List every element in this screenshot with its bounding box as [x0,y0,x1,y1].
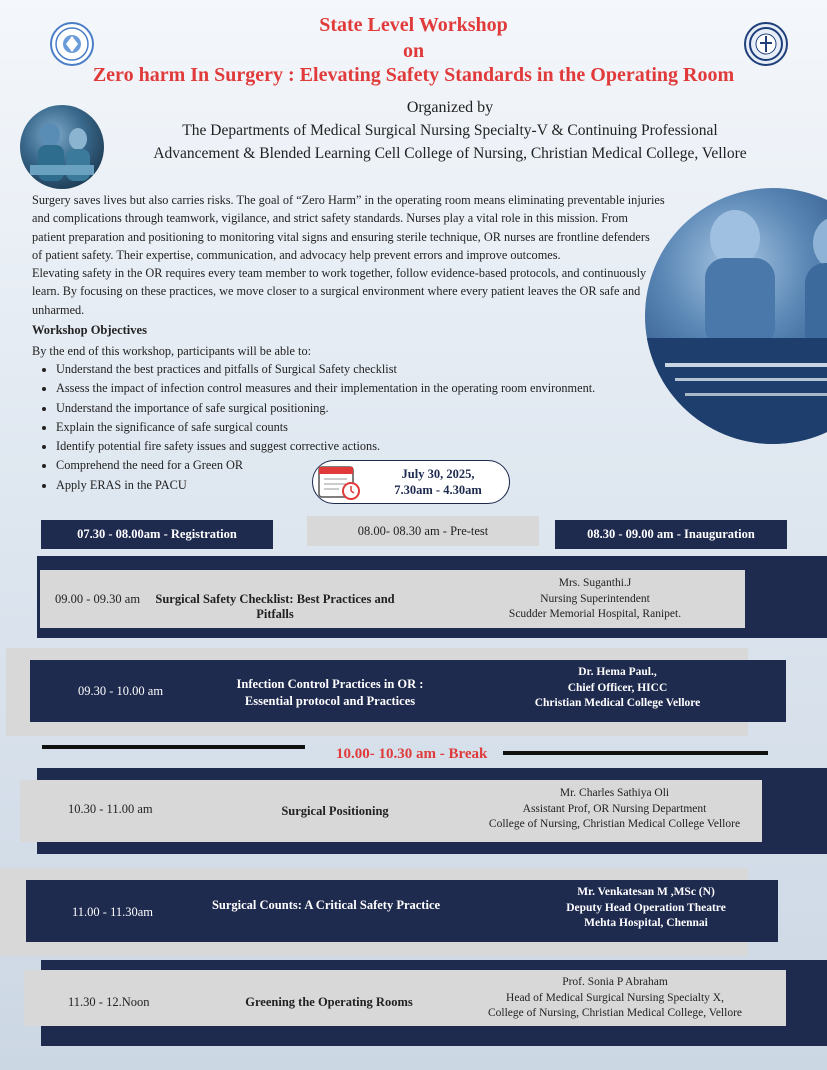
session-1-card [40,570,745,628]
session-2-topic: Infection Control Practices in OR : Essential protocol and Practices [236,677,424,708]
session-4-time: 11.00 - 11.30am [72,905,154,919]
session-5-card [24,970,786,1026]
objective-item: • Understand the best practices and pitfalls of Surgical Safety checklist [56,360,672,379]
break-divider-left [42,745,305,749]
workshop-title: State Level Workshop [319,14,508,36]
organizer-line-2: Advancement & Blended Learning Cell College of Nursing, Christian Medical College, Vellore [153,145,747,162]
session-1-topic: Surgical Safety Checklist: Best Practices and Pitfalls [155,592,395,621]
session-3-speaker: Mr. Charles Sathiya Oli Assistant Prof, OR Nursing Department College of Nursing, Christian Medical College Vellore [488,787,741,830]
inauguration-bar: 08.30 - 09.00 am - Inauguration [555,520,787,549]
objective-item: • Assess the impact of infection control measures and their implementation in the operating room environment. [56,379,672,398]
session-5-time: 11.30 - 12.Noon [68,995,150,1009]
objectives-title: Workshop Objectives [32,323,147,337]
session-1-speaker: Mrs. Suganthi.J Nursing Superintendent Scudder Memorial Hospital, Ranipet. [508,577,682,620]
session-1-time: 09.00 - 09.30 am [55,592,141,606]
objective-item: • Explain the significance of safe surgical counts [56,418,672,437]
session-4-speaker: Mr. Venkatesan M ,MSc (N) Deputy Head Operation Theatre Mehta Hospital, Chennai [566,886,726,929]
session-2-time: 09.30 - 10.00 am [78,684,164,698]
operating-room-photo [645,188,827,444]
surgery-team-photo [20,105,104,189]
date-badge [312,460,510,504]
session-2-speaker: Dr. Hema Paul., Chief Officer, HICC Christian Medical College Vellore [534,666,701,709]
session-2-card [30,660,786,722]
intro-paragraph-1: Surgery saves lives but also carries risks. The goal of “Zero Harm” in the operating room means eliminating preventable injuries and complications through teamwork, vigilance, and strict safety standards. Nurses play a vital role in this mission. From patient preparation and positioning to monitoring vital signs and ensuring sterile technique, OR nurses are frontline defenders of patient safety. Their expertise, communication, and advocacy help prevent errors and improve outcomes. Elevating safety in the OR requires every team member to work together, follow evidence-based protocols, and continuously learn. By focusing on these practices, we move closer to a surgical environment where every patient leaves the OR safe and unharmed. [32,193,665,317]
session-5-speaker: Prof. Sonia P Abraham Head of Medical Surgical Nursing Specialty X, College of Nursing, Christian Medical College, Vellore [487,976,743,1019]
workshop-title-on: on [402,40,425,62]
organized-by-label: Organized by [406,99,494,116]
objective-item: • Identify potential fire safety issues and suggest corrective actions. [56,437,672,456]
calendar-clock-icon [317,463,361,501]
registration-bar: 07.30 - 08.00am - Registration [41,520,273,549]
objective-item: • Comprehend the need for a Green OR [56,456,672,475]
session-4-card [26,880,778,942]
workshop-theme: Zero harm In Surgery : Elevating Safety Standards in the Operating Room [92,64,735,86]
date-text: July 30, 2025, 7.30am - 4.30am [394,467,482,497]
objective-item: • Understand the importance of safe surgical positioning. [56,399,672,418]
break-divider-right [503,751,768,755]
objective-item: • Apply ERAS in the PACU [56,476,672,495]
session-3-time: 10.30 - 11.00 am [68,802,153,816]
session-3-topic: Surgical Positioning [281,804,389,818]
break-label: 10.00- 10.30 am - Break [336,746,488,762]
organizer-line-1: The Departments of Medical Surgical Nursing Specialty-V & Continuing Professional [182,122,718,139]
session-4-topic: Surgical Counts: A Critical Safety Practice [211,898,441,912]
objectives-lead: By the end of this workshop, participants will be able to: [32,344,312,358]
pretest-bar: 08.00- 08.30 am - Pre-test [307,516,539,546]
session-3-card [20,780,762,842]
session-5-topic: Greening the Operating Rooms [245,995,413,1009]
